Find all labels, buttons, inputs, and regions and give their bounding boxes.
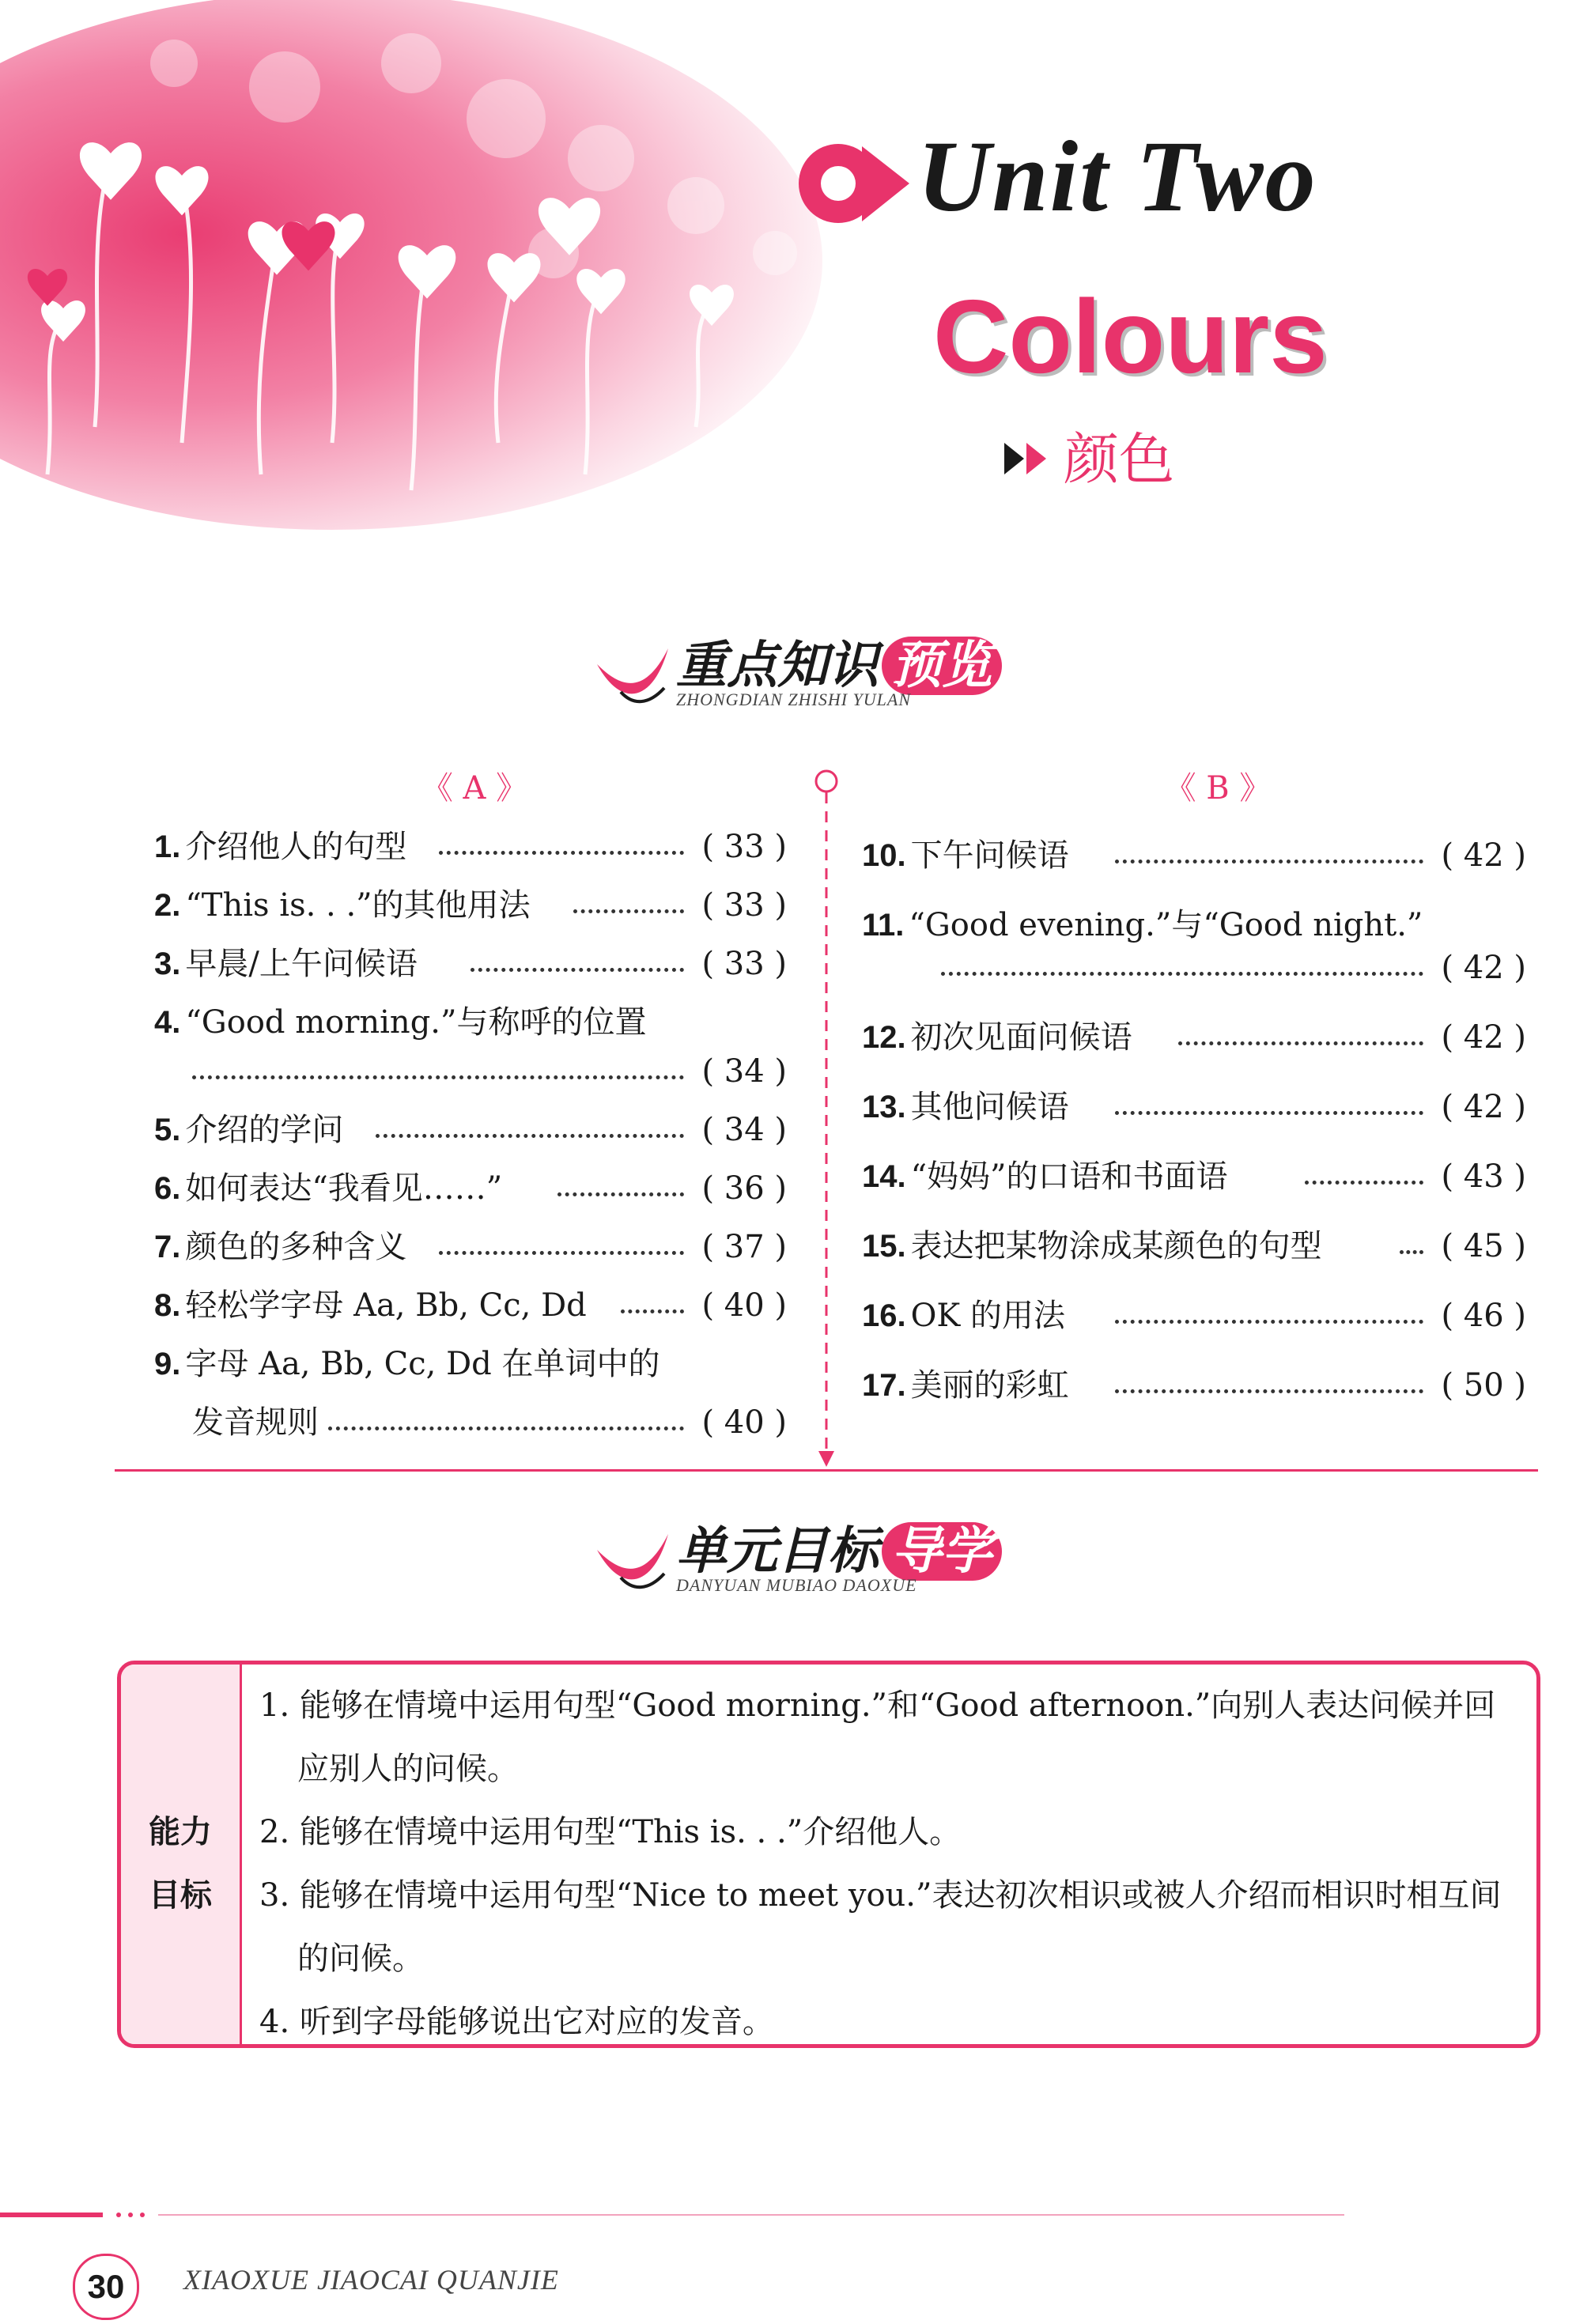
list-item[interactable]: 17. 美丽的彩虹 ( 50 ) xyxy=(862,1367,1526,1404)
preview-section-header xyxy=(589,625,1143,720)
page-number: 30 xyxy=(73,2254,139,2320)
goal-item: 4. 听到字母能够说出它对应的发音。 xyxy=(259,2004,774,2040)
book-swoosh-icon xyxy=(589,633,676,712)
preview-highlight: 预览 xyxy=(882,637,1002,695)
hearts-illustration xyxy=(0,0,1576,569)
unit-subtitle: Colours xyxy=(933,278,1328,395)
goal-item: 1. 能够在情境中运用句型“Good morning.”和“Good afternoon.”向别人表达问候并回应别人的问候。 xyxy=(259,1687,1496,1787)
contents-column-a xyxy=(154,824,787,1441)
goal-item: 2. 能够在情境中运用句型“This is. . .”介绍他人。 xyxy=(259,1814,962,1850)
ability-goals-box xyxy=(117,1661,1540,2048)
list-item[interactable]: 4. “Good morning.”与称呼的位置 xyxy=(154,1004,647,1041)
column-divider xyxy=(814,767,838,1471)
list-item[interactable]: 6. 如何表达“我看见……” ( 36 ) xyxy=(154,1170,787,1207)
list-item[interactable]: 2. “This is. . .”的其他用法 ( 33 ) xyxy=(154,887,787,924)
goal-list xyxy=(259,1674,1517,2054)
list-item-continuation: 发音规则 ( 40 ) xyxy=(192,1404,787,1441)
unit-chinese-title: 颜色 xyxy=(1064,427,1174,492)
goal-label-panel xyxy=(121,1665,242,2044)
list-item[interactable]: 16. OK 的用法 ( 46 ) xyxy=(862,1298,1526,1334)
list-item-continuation: ( 34 ) xyxy=(154,1049,787,1094)
section-divider xyxy=(115,1469,1538,1472)
list-item[interactable]: 8. 轻松学字母 Aa, Bb, Cc, Dd ( 40 ) xyxy=(154,1287,787,1324)
list-item[interactable]: 9. 字母 Aa, Bb, Cc, Dd 在单词中的 xyxy=(154,1346,660,1382)
list-item[interactable]: 5. 介绍的学问 ( 34 ) xyxy=(154,1112,787,1148)
preview-pinyin: ZHONGDIAN ZHISHI YULAN xyxy=(676,690,912,709)
list-item[interactable]: 11. “Good evening.”与“Good night.” xyxy=(862,907,1423,943)
column-a-heading: 《 A 》 xyxy=(421,770,528,807)
list-item[interactable]: 7. 颜色的多种含义 ( 37 ) xyxy=(154,1229,787,1265)
goal-item: 3. 能够在情境中运用句型“Nice to meet you.”表达初次相识或被人介绍而相识时相互间的问候。 xyxy=(259,1877,1502,1977)
book-swoosh-icon xyxy=(589,1518,676,1597)
goal-label-line1: 能力 xyxy=(149,1814,212,1850)
column-b-heading: 《 B 》 xyxy=(1164,770,1272,807)
footer-rule xyxy=(0,2213,1576,2217)
footer-text: XIAOXUE JIAOCAI QUANJIE xyxy=(183,2264,559,2296)
list-item[interactable]: 15. 表达把某物涂成某颜色的句型 ( 45 ) xyxy=(862,1228,1526,1264)
list-item[interactable]: 14. “妈妈”的口语和书面语 ( 43 ) xyxy=(862,1158,1526,1195)
list-item[interactable]: 12. 初次见面问候语 ( 42 ) xyxy=(862,1019,1526,1056)
list-item[interactable]: 13. 其他问候语 ( 42 ) xyxy=(862,1089,1526,1125)
list-item[interactable]: 1. 介绍他人的句型 ( 33 ) xyxy=(154,829,787,865)
list-item[interactable]: 3. 早晨/上午问候语 ( 33 ) xyxy=(154,946,787,982)
goals-pinyin: DANYUAN MUBIAO DAOXUE xyxy=(676,1575,917,1595)
goals-title: 单元目标 xyxy=(676,1522,879,1581)
list-item[interactable]: 10. 下午问候语 ( 42 ) xyxy=(862,837,1526,874)
list-item-continuation: ( 42 ) xyxy=(862,945,1526,991)
goal-label-line2: 目标 xyxy=(149,1877,212,1914)
preview-title: 重点知识 xyxy=(676,637,879,695)
goals-highlight: 导学 xyxy=(882,1522,1002,1581)
goals-section-header xyxy=(589,1510,1143,1605)
contents-column-b xyxy=(862,833,1526,1404)
unit-title: Unit Two xyxy=(917,120,1317,232)
